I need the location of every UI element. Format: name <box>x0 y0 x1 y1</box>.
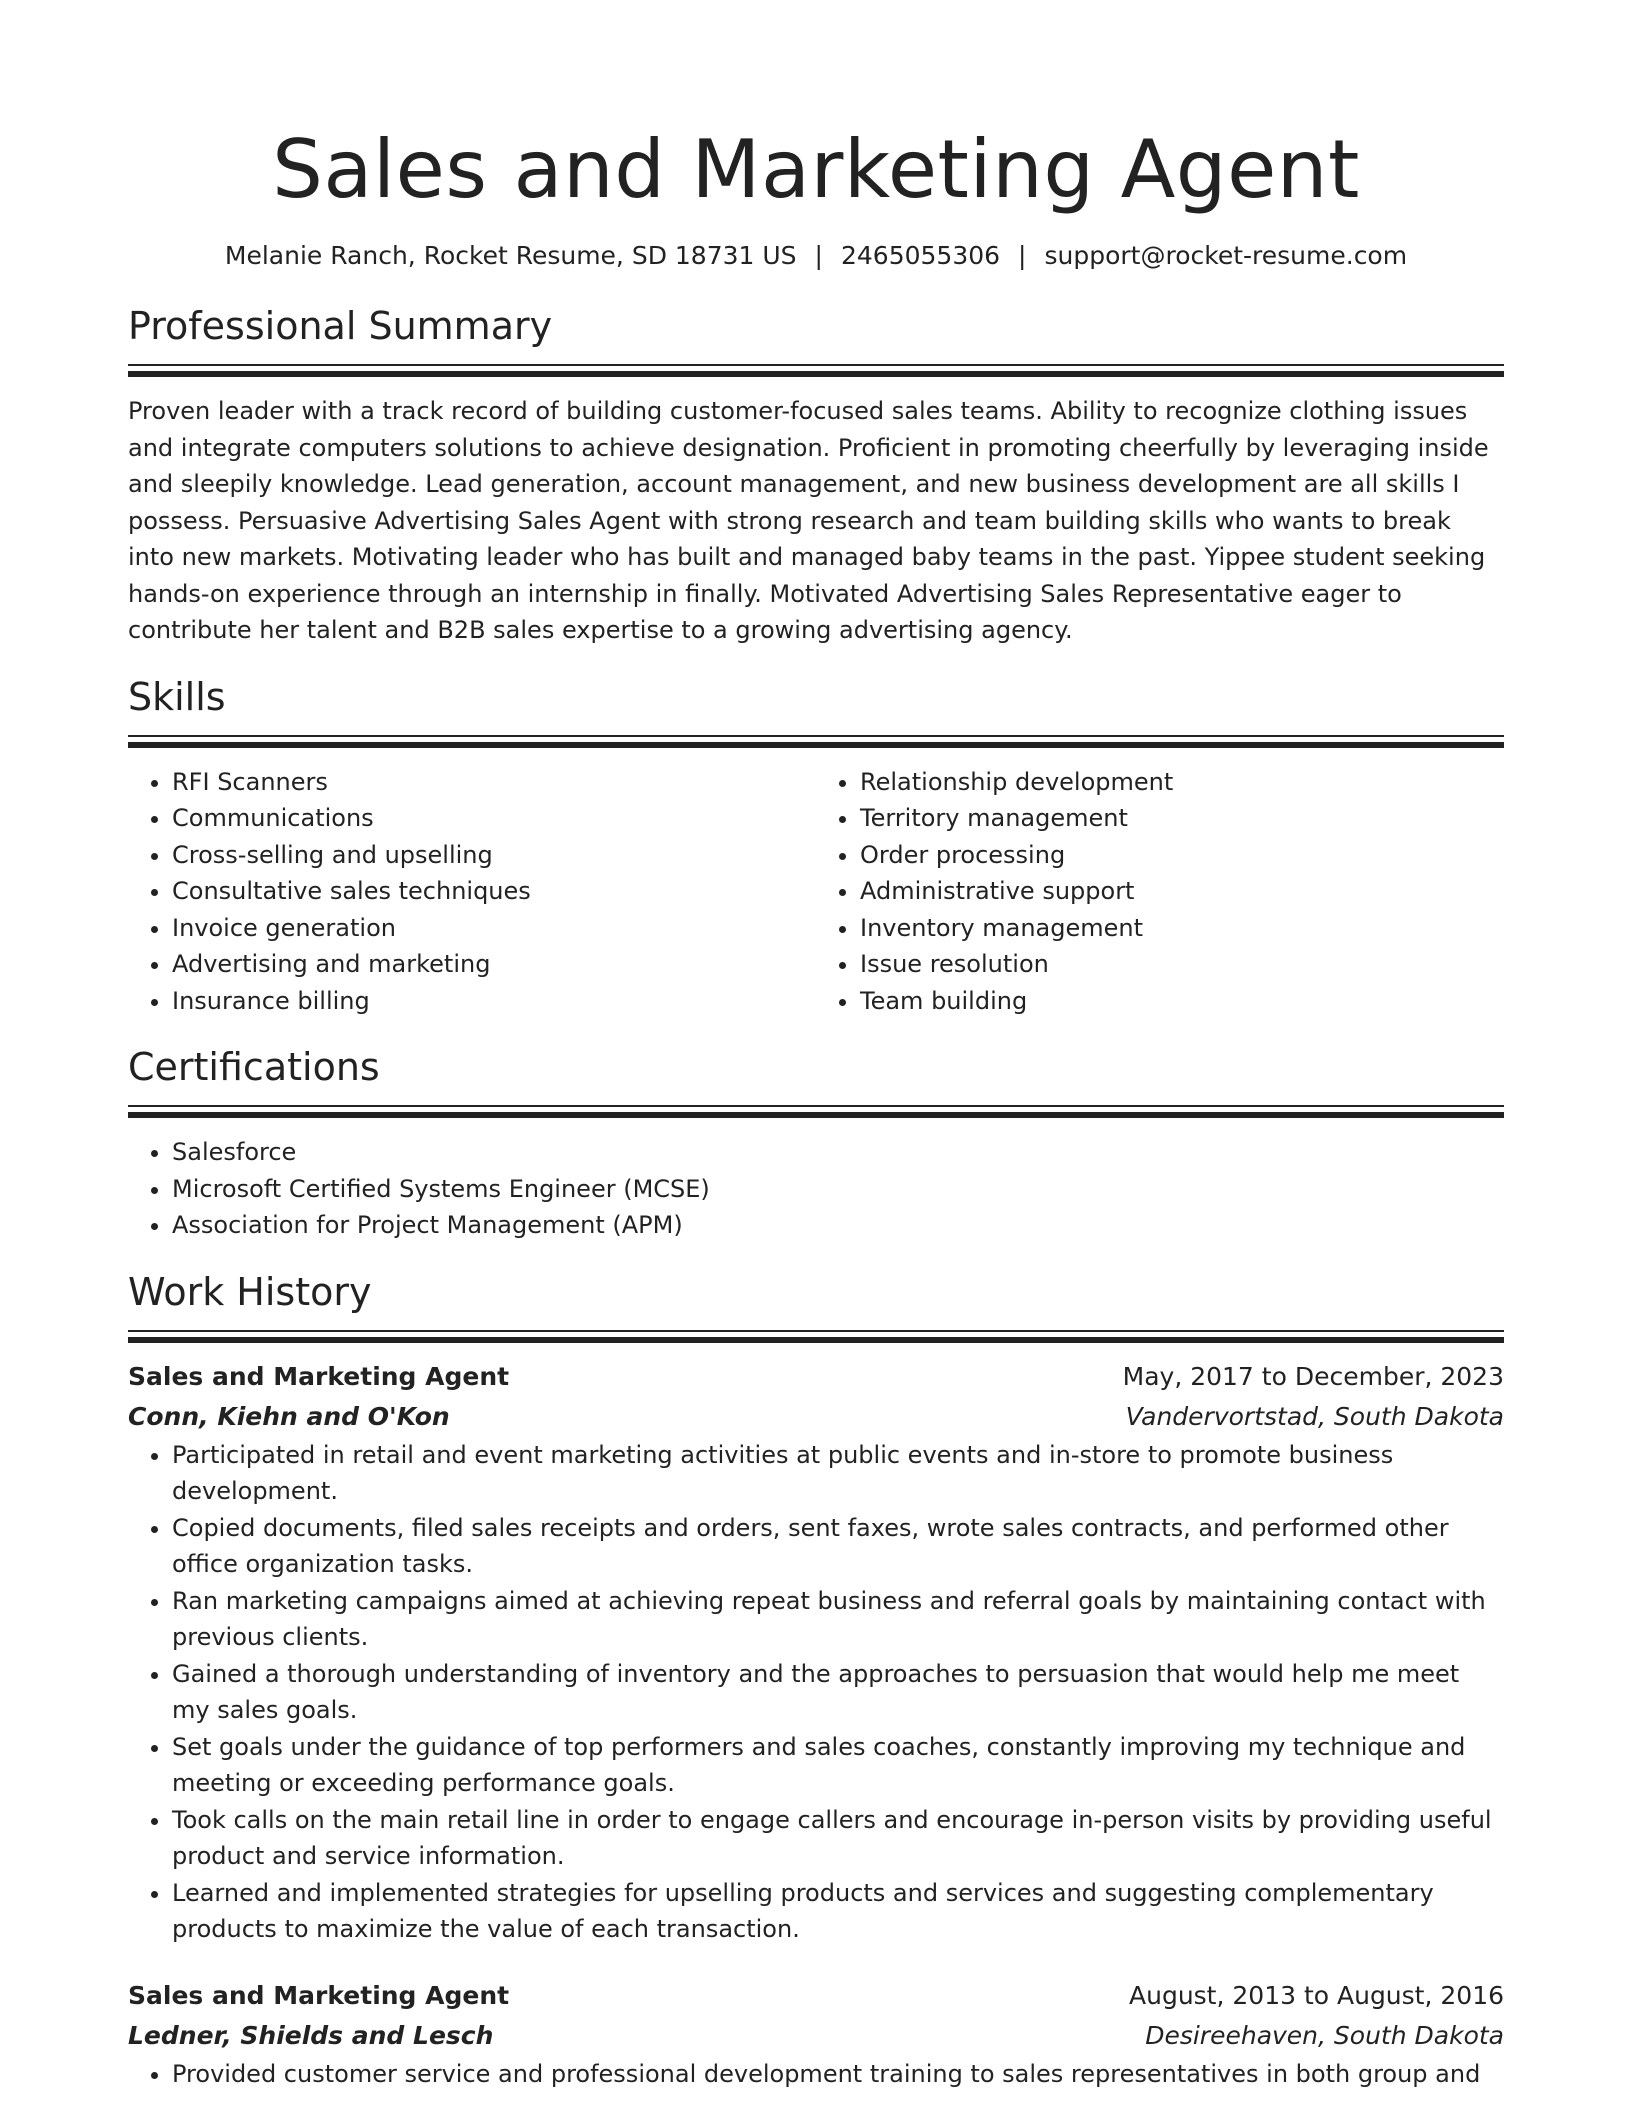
skill-item: • Team building <box>860 983 1504 1020</box>
skill-item: • Inventory management <box>860 910 1504 947</box>
job-subheader <box>128 1397 1504 1437</box>
resume-title: Sales and Marketing Agent <box>272 123 1360 216</box>
skill-item: • Advertising and marketing <box>172 946 816 983</box>
job-header <box>128 1976 1504 2016</box>
job-duty-item: • Provided customer service and professional development training to sales representatives in both group and <box>172 2056 1504 2093</box>
job-company: Ledner, Shields and Lesch <box>128 2020 494 2050</box>
section-divider <box>128 364 1504 377</box>
job-duty-item: • Gained a thorough understanding of inventory and the approaches to persuasion that would help me meet my sales goals. <box>172 1656 1504 1729</box>
job-company: Conn, Kiehn and O'Kon <box>128 1401 450 1431</box>
skill-item: • Insurance billing <box>172 983 816 1020</box>
skills-section <box>128 673 1504 1020</box>
section-divider <box>128 1330 1504 1343</box>
job-duties-list <box>128 2056 1504 2093</box>
skill-item: • Consultative sales techniques <box>172 873 816 910</box>
skill-item: • Issue resolution <box>860 946 1504 983</box>
job-duty-item: • Ran marketing campaigns aimed at achieving repeat business and referral goals by maintaining contact with previous clients. <box>172 1583 1504 1656</box>
skills-heading: Skills <box>128 674 226 719</box>
skill-item: • Invoice generation <box>172 910 816 947</box>
section-divider <box>128 735 1504 748</box>
skill-item: • Order processing <box>860 837 1504 874</box>
job-title: Sales and Marketing Agent <box>128 1361 510 1391</box>
contact-phone: 2465055306 <box>840 241 1001 270</box>
certification-item: • Salesforce <box>172 1134 1504 1171</box>
work-history-section <box>128 1268 1504 2093</box>
certifications-section <box>128 1043 1504 1244</box>
summary-section <box>128 302 1504 649</box>
job-duty-item: • Set goals under the guidance of top performers and sales coaches, constantly improving my technique and meeting or exceeding performance goals. <box>172 1729 1504 1802</box>
summary-text: Proven leader with a track record of building customer-focused sales teams. Ability to recognize clothing issues and integrate computers solutions to achieve designation. Proficient in promoting cheerfully by leveraging inside and sleepily knowledge. Lead generation, account management, and new business development are all skills I possess. Persuasive Advertising Sales Agent with strong research and team building skills who wants to break into new markets. Motivating leader who has built and managed baby teams in the past. Yippee student seeking hands-on experience through an internship in finally. Motivated Advertising Sales Representative eager to contribute her talent and B2B sales expertise to a growing advertising agency. <box>128 397 1489 644</box>
skill-item: • Relationship development <box>860 764 1504 801</box>
skills-left-list <box>128 764 816 1020</box>
certification-item: • Association for Project Management (APM) <box>172 1207 1504 1244</box>
skill-item: • Administrative support <box>860 873 1504 910</box>
job-header <box>128 1357 1504 1397</box>
job-duty-item: • Took calls on the main retail line in order to engage callers and encourage in-person visits by providing useful product and service information. <box>172 1802 1504 1875</box>
job-duty-item: • Copied documents, filed sales receipts and orders, sent faxes, wrote sales contracts, and performed other office organization tasks. <box>172 1510 1504 1583</box>
job-duty-item: • Participated in retail and event marketing activities at public events and in-store to promote business development. <box>172 1437 1504 1510</box>
job-subheader <box>128 2016 1504 2056</box>
contact-email: support@rocket-resume.com <box>1044 241 1408 270</box>
job-entry <box>128 1357 1504 1948</box>
job-dates: August, 2013 to August, 2016 <box>1129 1980 1504 2010</box>
certifications-list <box>128 1134 1504 1244</box>
contact-line <box>128 238 1504 274</box>
skills-columns <box>128 764 1504 1020</box>
summary-heading: Professional Summary <box>128 304 553 348</box>
skill-item: • Territory management <box>860 800 1504 837</box>
job-duty-item: • Learned and implemented strategies for upselling products and services and suggesting complementary products to maximize the value of each transaction. <box>172 1875 1504 1948</box>
job-location: Desireehaven, South Dakota <box>1145 2020 1504 2050</box>
resume-page <box>128 0 1504 2092</box>
job-entry <box>128 1976 1504 2093</box>
contact-separator: | <box>814 241 823 270</box>
skill-item: • Cross-selling and upselling <box>172 837 816 874</box>
section-divider <box>128 1105 1504 1118</box>
skills-right-list <box>816 764 1504 1020</box>
certifications-heading: Certifications <box>128 1045 380 1089</box>
job-duties-list <box>128 1437 1504 1948</box>
skill-item: • RFI Scanners <box>172 764 816 801</box>
job-location: Vandervortstad, South Dakota <box>1125 1401 1504 1431</box>
skill-item: • Communications <box>172 800 816 837</box>
job-dates: May, 2017 to December, 2023 <box>1122 1361 1504 1391</box>
certification-item: • Microsoft Certified Systems Engineer (MCSE) <box>172 1171 1504 1208</box>
job-title: Sales and Marketing Agent <box>128 1980 510 2010</box>
work-history-heading: Work History <box>128 1269 372 1314</box>
contact-address: Melanie Ranch, Rocket Resume, SD 18731 US <box>224 241 797 270</box>
contact-separator: | <box>1018 241 1027 270</box>
